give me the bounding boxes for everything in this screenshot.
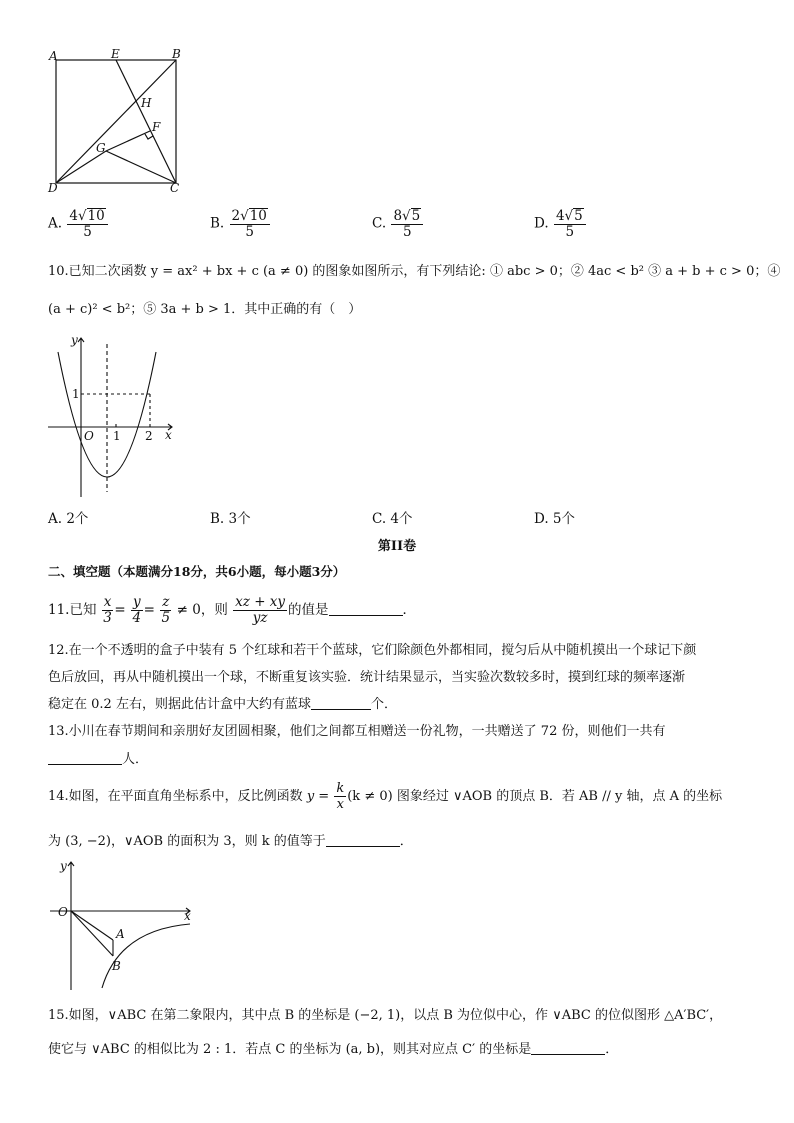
- label-b: B: [172, 47, 181, 61]
- q11: 11.已知 $\frac{x}{3}$ = $\frac{y}{4}$ = $\frac{z}{5}$ ≠ 0，则 $\frac{xz + xy}{yz}$ 的值是 ．: [48, 594, 417, 626]
- q12-line2: 色后放回，再从中随机摸出一个球，不断重复该实验．统计结果显示，当实验次数较多时，摸到红球的频率逐渐: [48, 670, 686, 685]
- q14-figure: [44, 858, 204, 992]
- label-f: F: [152, 120, 161, 134]
- origin-label: O: [58, 905, 68, 919]
- q13-line1: 13.小川在春节期间和亲朋好友团圆相聚，他们之间都互相赠送一份礼物，一共赠送了 72 份，则他们一共有: [48, 724, 666, 739]
- answer-blank-15: [531, 1040, 605, 1055]
- point-a-label: A: [116, 927, 125, 941]
- q10-option-b: B. 3个: [210, 511, 251, 527]
- answer-blank-11: [329, 601, 403, 616]
- q15-line2: 使它与 ∨ABC 的相似比为 2 : 1．若点 C 的坐标为 (a, b)，则其对应点 C′ 的坐标是 ．: [48, 1042, 619, 1057]
- answer-blank-13: [48, 750, 122, 765]
- label-c: C: [170, 181, 180, 195]
- origin-label: O: [84, 429, 94, 443]
- part-title: 第II卷: [377, 539, 417, 554]
- q10-figure: [44, 332, 184, 504]
- y-label: y: [60, 859, 67, 873]
- q9-option-a: A. $\frac{4√10}{5}$: [48, 208, 109, 240]
- x-label: x: [184, 909, 191, 923]
- q13-line2: 人．: [48, 750, 148, 770]
- answer-blank-12: [311, 695, 371, 710]
- q10-line1: 10.已知二次函数 y = ax² + bx + c (a ≠ 0) 的图象如图所示，有下列结论: ① abc > 0；② 4ac < b² ③ a + b + c > 0；④: [48, 264, 781, 279]
- y-label: y: [71, 333, 78, 347]
- y-tick-label-1: 1: [72, 387, 80, 401]
- q10-option-a: A. 2个: [48, 511, 89, 527]
- line-dg: [56, 151, 106, 183]
- q10-option-c: C. 4个: [372, 511, 413, 527]
- q14-line1: 14.如图，在平面直角坐标系中，反比例函数 y = $\frac{k}{x}$ (k ≠ 0) 图象经过 ∨AOB 的顶点 B．若 AB // y 轴，点 A 的坐标: [48, 781, 723, 812]
- q15-line1: 15.如图，∨ABC 在第二象限内，其中点 B 的坐标是 (−2, 1)，以点 B 为位似中心，作 ∨ABC 的位似图形 △A′BC′，: [48, 1008, 723, 1023]
- label-h: H: [141, 96, 152, 110]
- segment-oa: [71, 911, 113, 940]
- label-g: G: [96, 141, 106, 155]
- q9-option-d: D. $\frac{4√5}{5}$: [534, 208, 587, 240]
- label-e: E: [111, 47, 120, 61]
- label-d: D: [48, 181, 58, 195]
- q10-line2: (a + c)² < b²；⑤ 3a + b > 1．其中正确的有（ ）: [48, 302, 362, 317]
- q9-option-c: C. $\frac{8√5}{5}$: [372, 208, 424, 240]
- tick-label-2: 2: [145, 429, 153, 443]
- q9-option-b: B. $\frac{2√10}{5}$: [210, 208, 271, 240]
- q12-line1: 12.在一个不透明的盒子中装有 5 个红球和若干个蓝球，它们除颜色外都相同，搅匀后从中随机摸出一个球记下颜: [48, 643, 697, 658]
- label-a: A: [49, 49, 58, 63]
- line-gf: [106, 131, 150, 151]
- q12-line3: 稳定在 0.2 左右，则据此估计盒中大约有蓝球 个．: [48, 697, 397, 712]
- tick-label-1: 1: [113, 429, 121, 443]
- line-ec: [116, 60, 176, 183]
- answer-blank-14: [326, 832, 400, 847]
- q14-line2: 为 (3, −2)，∨AOB 的面积为 3，则 k 的值等于 ．: [48, 834, 413, 849]
- segment-ob: [71, 911, 113, 956]
- q10-option-d: D. 5个: [534, 511, 576, 527]
- line-gc: [106, 151, 176, 183]
- point-b-label: B: [112, 959, 121, 973]
- q9-figure: [44, 46, 194, 196]
- x-label: x: [165, 428, 172, 442]
- section-heading: 二、填空题（本题满分18分，共6小题，每小题3分）: [48, 564, 346, 579]
